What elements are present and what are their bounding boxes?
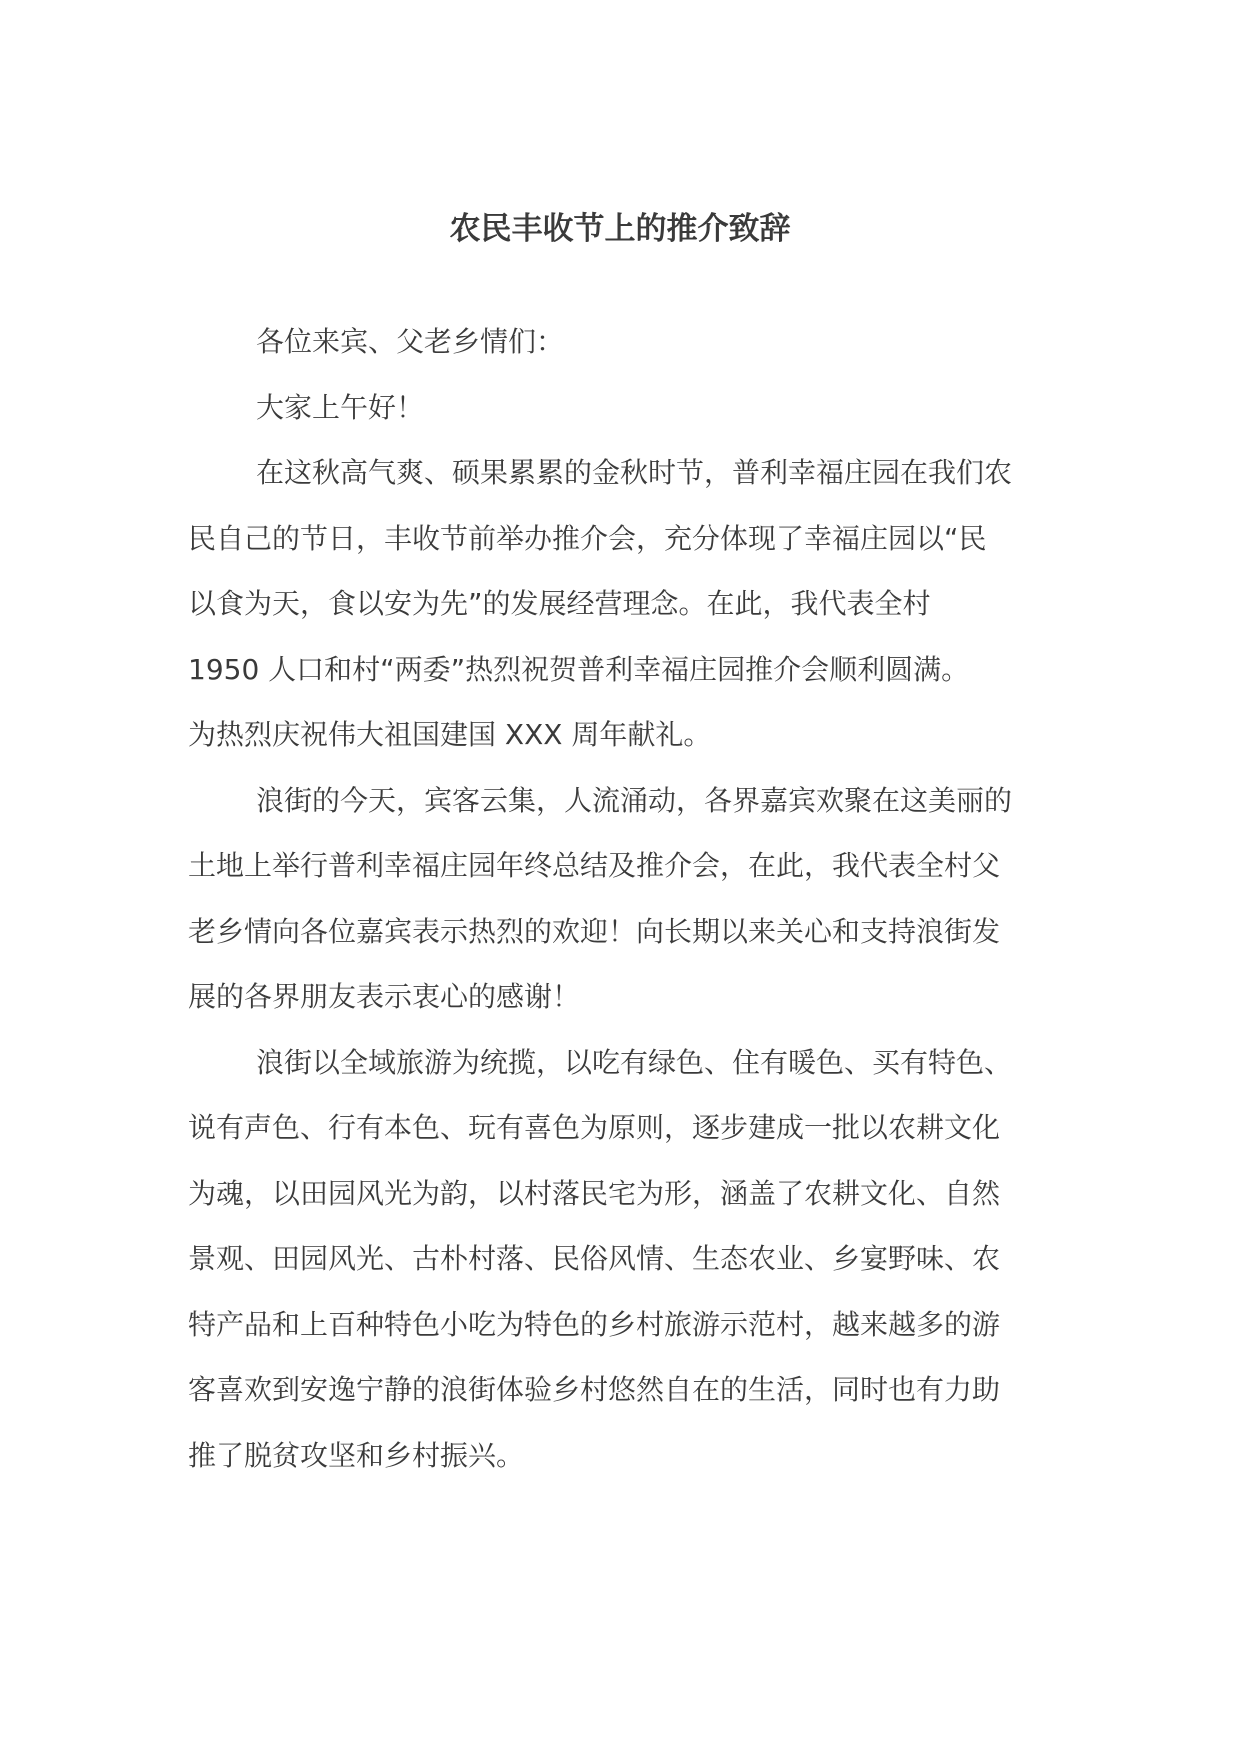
text-line: 说有声色、行有本色、玩有喜色为原则，逐步建成一批以农耕文化 bbox=[188, 1111, 1001, 1144]
paragraph-congratulations bbox=[188, 440, 1053, 768]
text-line: 在这秋高气爽、硕果累累的金秋时节，普利幸福庄园在我们农 bbox=[256, 456, 1013, 489]
paragraph-welcome bbox=[188, 768, 1053, 1030]
text-line: 大家上午好！ bbox=[256, 390, 425, 424]
text-line: 浪街以全域旅游为统揽，以吃有绿色、住有暖色、买有特色、 bbox=[256, 1045, 1013, 1079]
text-line: 老乡情向各位嘉宾表示热烈的欢迎！向长期以来关心和支持浪街发 bbox=[188, 914, 1001, 948]
text-line: 客喜欢到安逸宁静的浪街体验乡村悠然自在的生活，同时也有力助 bbox=[188, 1373, 1001, 1406]
text-line: 景观、田园风光、古朴村落、民俗风情、生态农业、乡宴野味、农 bbox=[188, 1242, 1001, 1275]
paragraph-greeting bbox=[188, 309, 1053, 375]
text-line: 展的各界朋友表示衷心的感谢！ bbox=[188, 980, 581, 1013]
text-line: 特产品和上百种特色小吃为特色的乡村旅游示范村，越来越多的游 bbox=[188, 1307, 1001, 1341]
text-line: 推了脱贫攻坚和乡村振兴。 bbox=[188, 1438, 525, 1472]
text-line: 民自己的节日，丰收节前举办推介会，充分体现了幸福庄园以“民 bbox=[188, 521, 987, 555]
paragraph-good-morning bbox=[188, 375, 1053, 441]
text-line: 土地上举行普利幸福庄园年终总结及推介会，在此，我代表全村父 bbox=[188, 849, 1001, 882]
text-line: 浪街的今天，宾客云集，人流涌动，各界嘉宾欢聚在这美丽的 bbox=[256, 783, 1013, 817]
text-line: 各位来宾、父老乡情们： bbox=[256, 325, 565, 358]
document-body bbox=[188, 309, 1053, 1488]
document-title: 农民丰收节上的推介致辞 bbox=[449, 211, 791, 247]
text-line: 1950 人口和村“两委”热烈祝贺普利幸福庄园推介会顺利圆满。 bbox=[188, 652, 970, 686]
text-line: 为热烈庆祝伟大祖国建国 XXX 周年献礼。 bbox=[188, 718, 712, 751]
text-line: 为魂，以田园风光为韵，以村落民宅为形，涵盖了农耕文化、自然 bbox=[188, 1176, 1001, 1210]
paragraph-tourism bbox=[188, 1030, 1053, 1489]
text-line: 以食为天，食以安为先”的发展经营理念。在此，我代表全村 bbox=[188, 587, 931, 620]
